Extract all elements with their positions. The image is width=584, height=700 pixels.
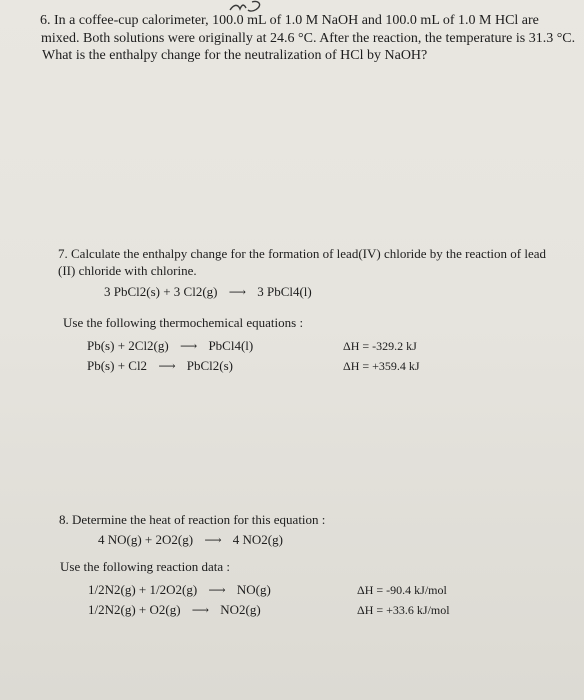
equation-right: PbCl4(l) (208, 338, 254, 353)
equation-left: Pb(s) + Cl2 (87, 358, 148, 373)
question-6-line-3: What is the enthalpy change for the neutralization of HCl by NaOH? (42, 48, 428, 63)
right-arrow-icon: ⟶ (179, 339, 198, 353)
equation-right: 4 NO2(g) (232, 532, 283, 547)
question-8-dh-1: ΔH = -90.4 kJ/mol (357, 583, 447, 597)
question-7-line-2: (II) chloride with chlorine. (58, 263, 197, 278)
question-8-equation-2 (88, 602, 261, 618)
equation-left: 3 PbCl2(s) + 3 Cl2(g) (104, 284, 218, 299)
equation-left: Pb(s) + 2Cl2(g) (87, 338, 169, 353)
equation-right: NO2(g) (220, 602, 261, 617)
equation-left: 1/2N2(g) + 1/2O2(g) (88, 582, 198, 597)
equation-right: NO(g) (236, 582, 271, 597)
question-8-equation-1 (88, 582, 271, 598)
question-7-equation-2 (87, 358, 233, 374)
equation-right: PbCl2(s) (186, 358, 233, 373)
equation-right: 3 PbCl4(l) (257, 284, 312, 299)
equation-left: 1/2N2(g) + O2(g) (88, 602, 181, 617)
right-arrow-icon: ⟶ (191, 603, 209, 617)
right-arrow-icon: ⟶ (228, 285, 246, 299)
question-7-dh-1: ΔH = -329.2 kJ (343, 339, 417, 353)
question-6-line-2: mixed. Both solutions were originally at 24.6 °C. After the reaction, the temperature is 31.3 °C. (41, 31, 576, 46)
pen-scribble-icon (228, 0, 268, 14)
question-7-dh-2: ΔH = +359.4 kJ (343, 359, 420, 373)
question-8-target-equation (98, 532, 283, 548)
question-7-target-equation (104, 284, 312, 300)
question-7-use-label: Use the following thermochemical equations : (63, 315, 304, 330)
right-arrow-icon: ⟶ (204, 533, 222, 547)
question-7-equation-1 (87, 338, 253, 354)
question-6-line-1: 6. In a coffee-cup calorimeter, 100.0 mL of 1.0 M NaOH and 100.0 mL of 1.0 M HCl are (40, 13, 539, 28)
equation-left: 4 NO(g) + 2O2(g) (98, 532, 194, 547)
question-8-line-1: 8. Determine the heat of reaction for this equation : (59, 512, 326, 527)
right-arrow-icon: ⟶ (158, 359, 176, 373)
question-7-line-1: 7. Calculate the enthalpy change for the formation of lead(IV) chloride by the reaction of lead (58, 246, 547, 261)
question-8-dh-2: ΔH = +33.6 kJ/mol (357, 603, 450, 617)
right-arrow-icon: ⟶ (208, 583, 226, 597)
question-8-use-label: Use the following reaction data : (60, 559, 231, 574)
